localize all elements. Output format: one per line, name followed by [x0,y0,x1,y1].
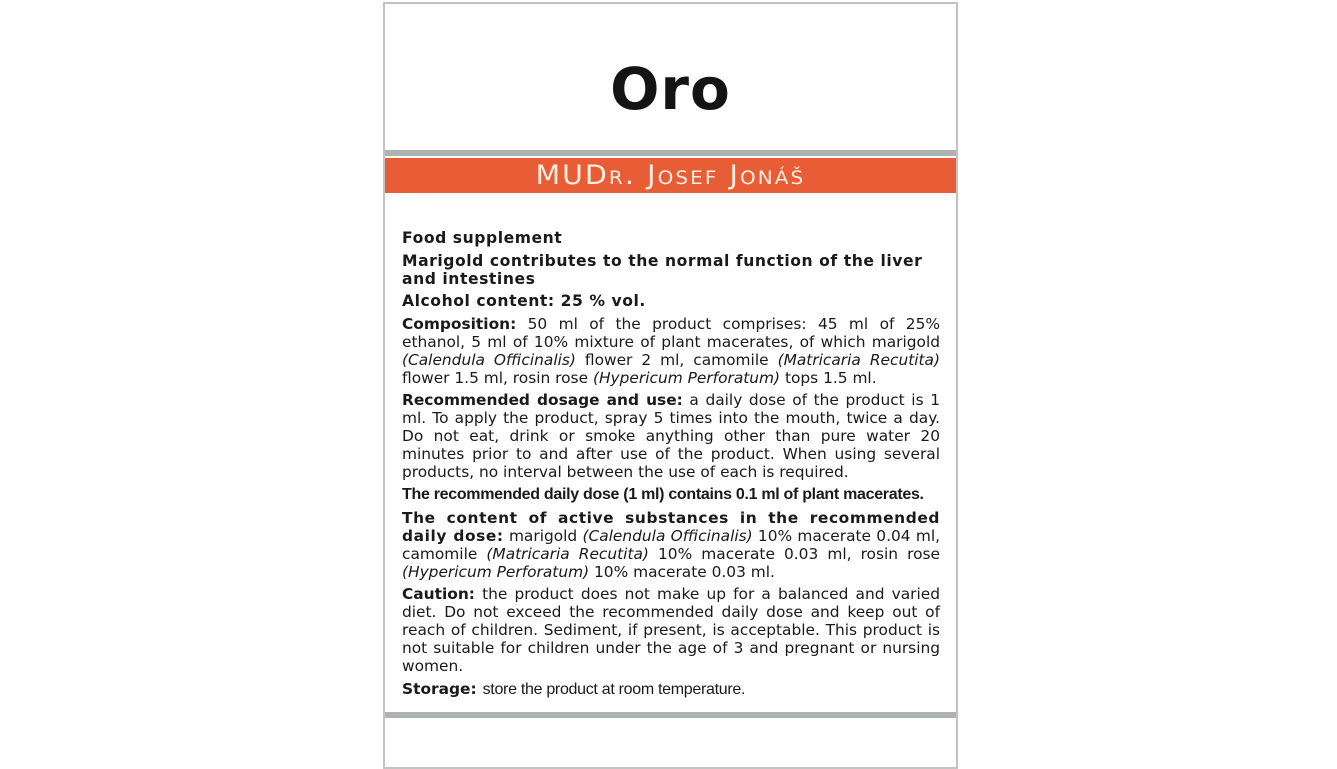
composition-heading: Composition: [402,314,517,333]
health-claim: Marigold contributes to the normal function of the liver and intestines [402,251,923,288]
brand-name: MUDr. Josef Jonáš [535,160,806,191]
daily-dose-note: The recommended daily dose (1 ml) contains 0.1 ml of plant macerates. [402,485,924,503]
divider-gray-top [385,150,956,156]
label-content [402,229,940,703]
alcohol-content: Alcohol content: 25 % vol. [402,292,646,311]
brand-banner [385,158,956,193]
category-heading: Food supplement [402,229,563,247]
dosage-heading: Recommended dosage and use: [402,391,683,410]
active-substances-heading: The content of active substances in the recommended daily dose: [402,508,940,545]
storage-section: Storage: store the product at room temperature. [402,679,746,698]
storage-heading: Storage: [402,679,477,698]
active-substances-section: The content of active substances in the recommended daily dose: marigold (Calendula Officinalis) 10% macerate 0.04 ml, camomile (Matricaria Recutita) 10% macerate 0.03 ml, rosin rose (Hypericum Perforatum) 10% macerate 0.03 ml. [402,508,940,581]
caution-section: Caution: the product does not make up for a balanced and varied diet. Do not exceed the recommended daily dose and keep out of reach of children. Sediment, if present, is acceptable. This product is not suitable for children under the age of 3 and pregnant or nursing women. [402,585,940,676]
composition-section: Composition: 50 ml of the product comprises: 45 ml of 25% ethanol, 5 ml of 10% mixture of plant macerates, of which marigold (Calendula Officinalis) flower 2 ml, camomile (Matricaria Recutita) flower 1.5 ml, rosin rose (Hypericum Perforatum) tops 1.5 ml. [402,314,940,387]
product-label [383,2,958,769]
dosage-section: Recommended dosage and use: a daily dose of the product is 1 ml. To apply the product, spray 5 times into the mouth, twice a day. Do not eat, drink or smoke anything other than pure water 20 minutes prior to and after use of the product. When using several products, no interval between the use of each is required. [402,391,940,482]
caution-heading: Caution: [402,585,475,604]
divider-gray-bottom [385,712,956,718]
product-title: Oro [610,55,731,123]
